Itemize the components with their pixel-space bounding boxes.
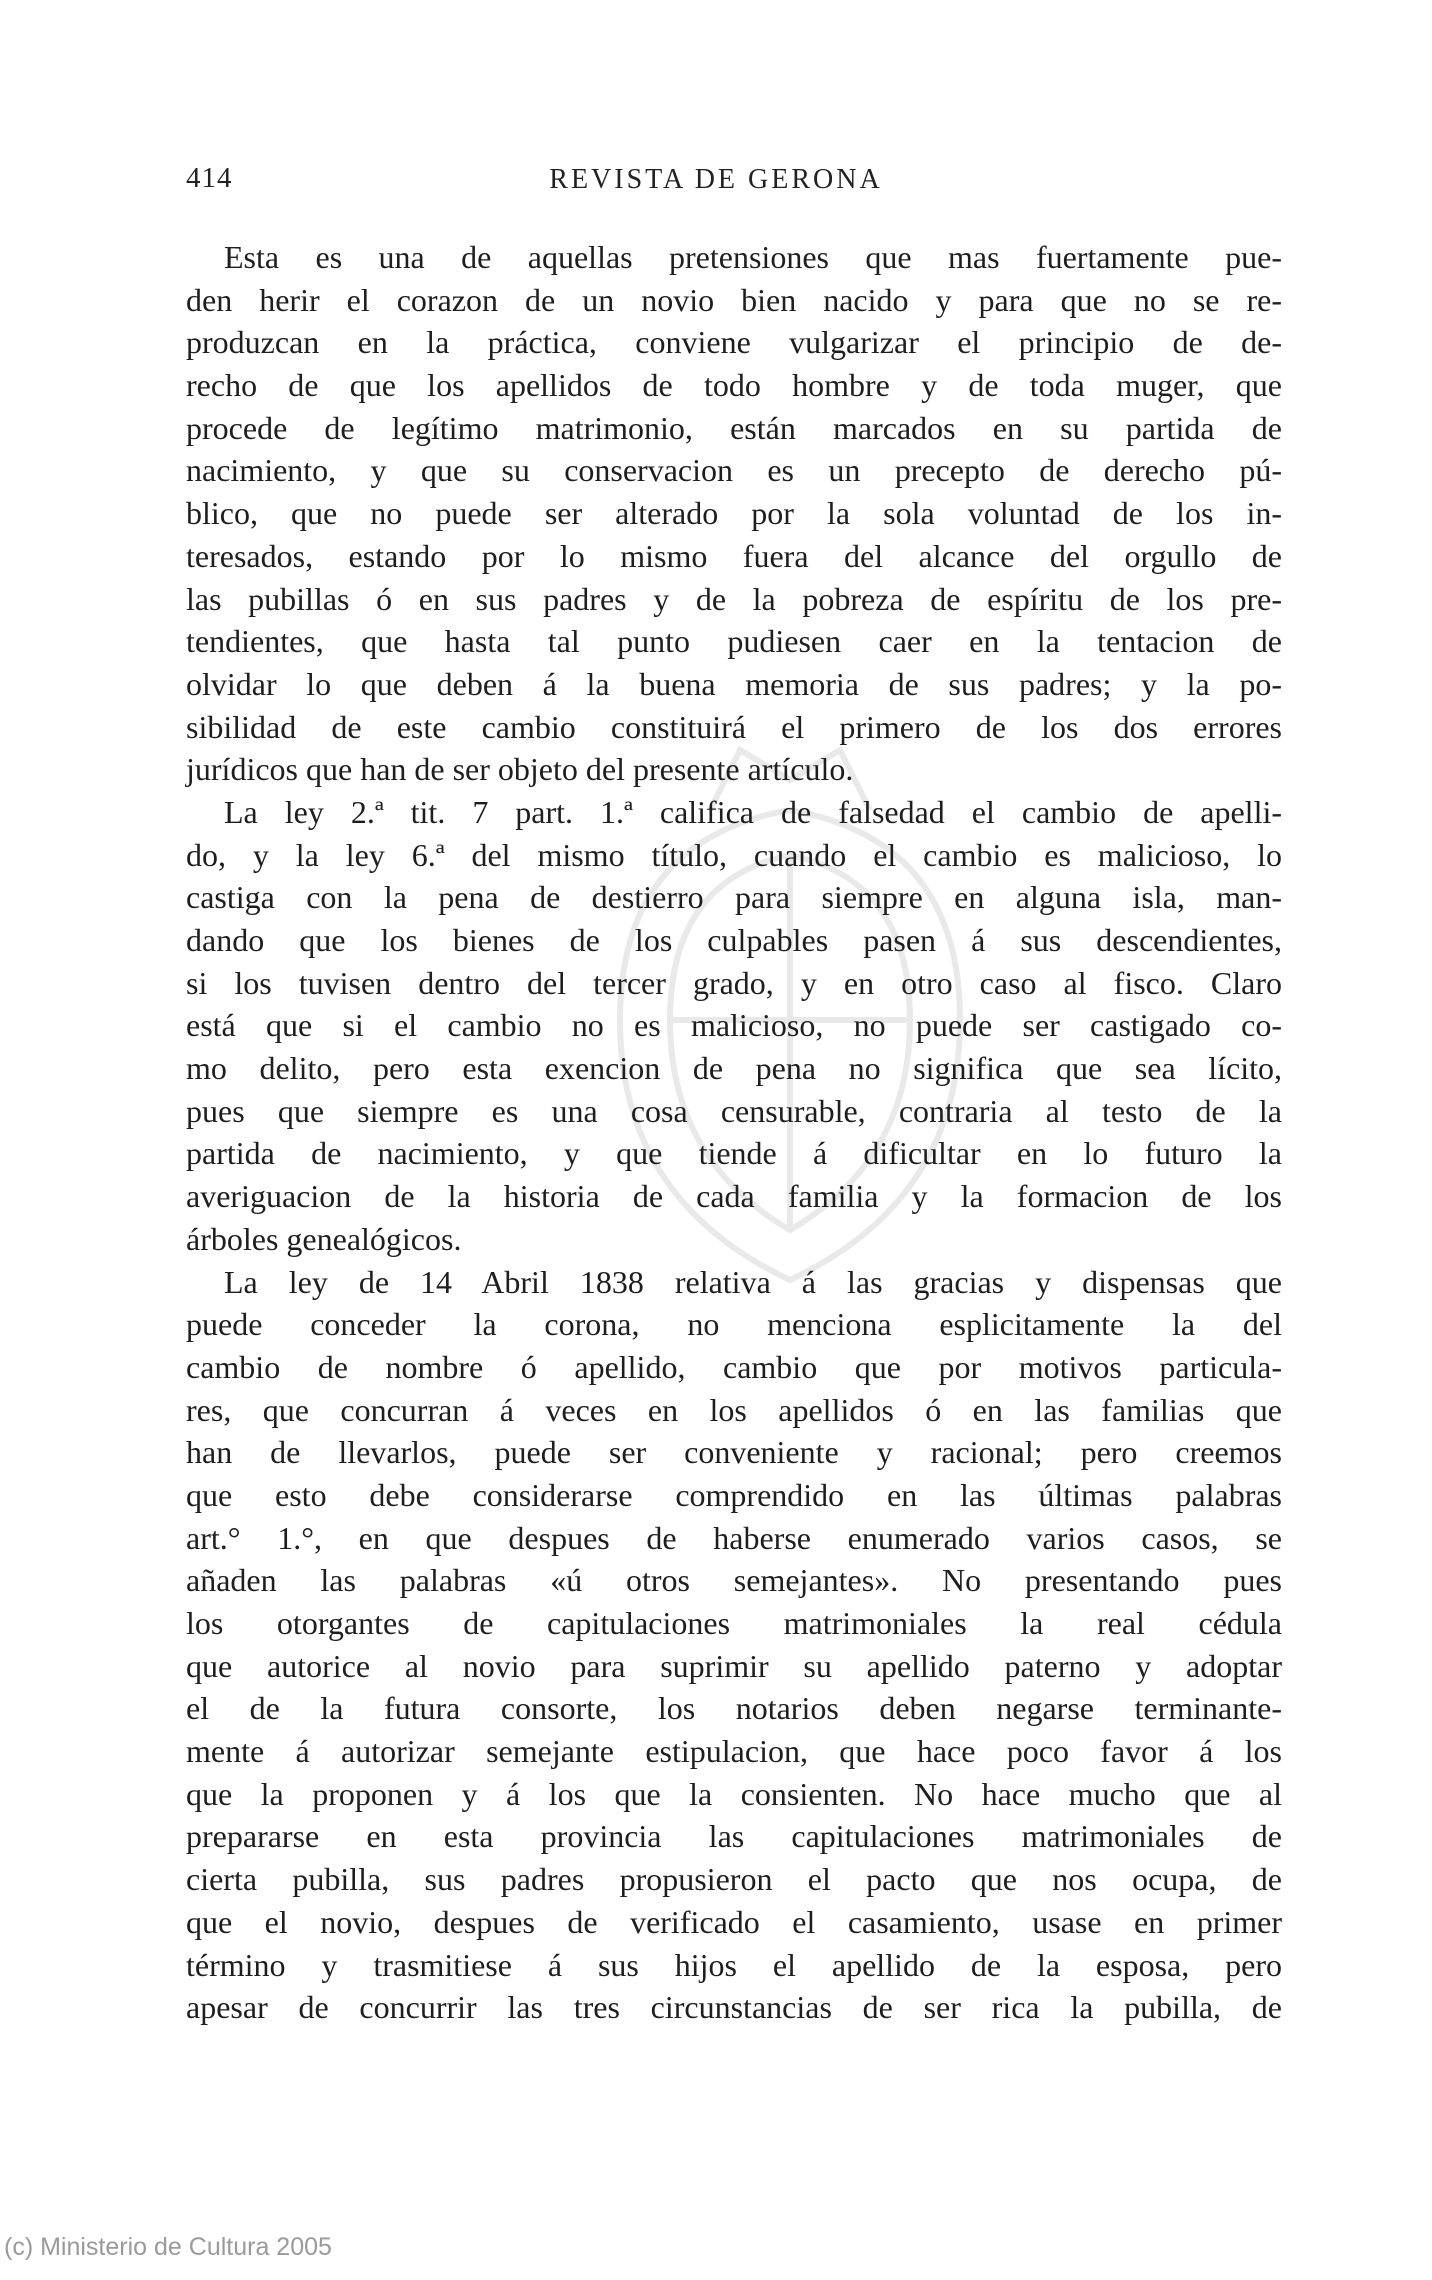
text-line: si los tuvisen dentro del tercer grado, y en otro caso al fisco. Claro	[186, 964, 1282, 1001]
text-line: La ley de 14 Abril 1838 relativa á las gracias y dispensas que	[224, 1263, 1282, 1300]
text-line: produzcan en la práctica, conviene vulgarizar el principio de de-	[186, 324, 1282, 361]
text-line: dando que los bienes de los culpables pasen á sus descendientes,	[186, 922, 1282, 958]
text-line: está que si el cambio no es malicioso, no puede ser castigado co-	[186, 1007, 1282, 1044]
running-title: REVISTA DE GERONA	[549, 164, 883, 195]
page-number: 414	[186, 162, 233, 194]
text-line: Esta es una de aquellas pretensiones que mas fuertamente pue-	[224, 239, 1282, 275]
text-line: den herir el corazon de un novio bien nacido y para que no se re-	[186, 281, 1282, 318]
text-line: término y trasmitiese á sus hijos el apellido de la esposa, pero	[186, 1946, 1282, 1983]
text-line: nacimiento, y que su conservacion es un precepto de derecho pú-	[186, 452, 1282, 489]
text-line: recho de que los apellidos de todo hombre y de toda muger, que	[186, 367, 1282, 404]
text-line: cierta pubilla, sus padres propusieron el pacto que nos ocupa, de	[186, 1861, 1282, 1898]
text-line: el de la futura consorte, los notarios deben negarse terminante-	[186, 1690, 1282, 1727]
text-line: castiga con la pena de destierro para siempre en alguna isla, man-	[186, 879, 1282, 916]
text-line: pues que siempre es una cosa censurable, contraria al testo de la	[186, 1092, 1282, 1129]
text-line: blico, que no puede ser alterado por la sola voluntad de los in-	[186, 495, 1282, 532]
paragraph-1	[186, 236, 1282, 791]
text-line: mente á autorizar semejante estipulacion, que hace poco favor á los	[186, 1733, 1282, 1770]
text-line: teresados, estando por lo mismo fuera del alcance del orgullo de	[186, 537, 1282, 574]
text-line: puede conceder la corona, no menciona esplicitamente la del	[186, 1306, 1282, 1343]
text-line: que la proponen y á los que la consienten. No hace mucho que al	[186, 1775, 1282, 1812]
text-line: olvidar lo que deben á la buena memoria de sus padres; y la po-	[186, 665, 1282, 702]
text-line: jurídicos que han de ser objeto del presente artículo.	[186, 751, 854, 788]
text-line: han de llevarlos, puede ser conveniente y racional; pero creemos	[186, 1434, 1282, 1471]
text-line: cambio de nombre ó apellido, cambio que por motivos particula-	[186, 1348, 1282, 1385]
text-line: prepararse en esta provincia las capitulaciones matrimoniales de	[186, 1818, 1282, 1855]
text-line: partida de nacimiento, y que tiende á dificultar en lo futuro la	[186, 1135, 1282, 1172]
text-line: árboles genealógicos.	[186, 1220, 462, 1257]
paragraph-2	[186, 791, 1282, 1261]
text-line: art.° 1.°, en que despues de haberse enumerado varios casos, se	[186, 1519, 1282, 1556]
article-body	[186, 236, 1282, 2029]
text-line: apesar de concurrir las tres circunstancias de ser rica la pubilla, de	[186, 1989, 1282, 2026]
text-line: res, que concurran á veces en los apellidos ó en las familias que	[186, 1391, 1282, 1428]
text-line: sibilidad de este cambio constituirá el primero de los dos errores	[186, 708, 1282, 745]
text-line: La ley 2.ª tit. 7 part. 1.ª califica de falsedad el cambio de apelli-	[224, 793, 1282, 830]
paragraph-3	[186, 1261, 1282, 2029]
text-line: añaden las palabras «ú otros semejantes». No presentando pues	[186, 1562, 1282, 1599]
text-line: do, y la ley 6.ª del mismo título, cuando el cambio es malicioso, lo	[186, 836, 1282, 873]
text-line: los otorgantes de capitulaciones matrimoniales la real cédula	[186, 1605, 1282, 1641]
text-line: procede de legítimo matrimonio, están marcados en su partida de	[186, 409, 1282, 446]
text-line: tendientes, que hasta tal punto pudiesen caer en la tentacion de	[186, 623, 1282, 660]
text-line: las pubillas ó en sus padres y de la pobreza de espíritu de los pre-	[186, 580, 1282, 617]
text-line: que autorice al novio para suprimir su apellido paterno y adoptar	[186, 1647, 1282, 1684]
text-line: que el novio, despues de verificado el casamiento, usase en primer	[186, 1903, 1282, 1940]
text-line: mo delito, pero esta exencion de pena no significa que sea lícito,	[186, 1050, 1282, 1087]
text-line: que esto debe considerarse comprendido en las últimas palabras	[186, 1476, 1282, 1513]
copyright-notice: (c) Ministerio de Cultura 2005	[4, 2233, 332, 2261]
text-line: averiguacion de la historia de cada familia y la formacion de los	[186, 1178, 1282, 1215]
